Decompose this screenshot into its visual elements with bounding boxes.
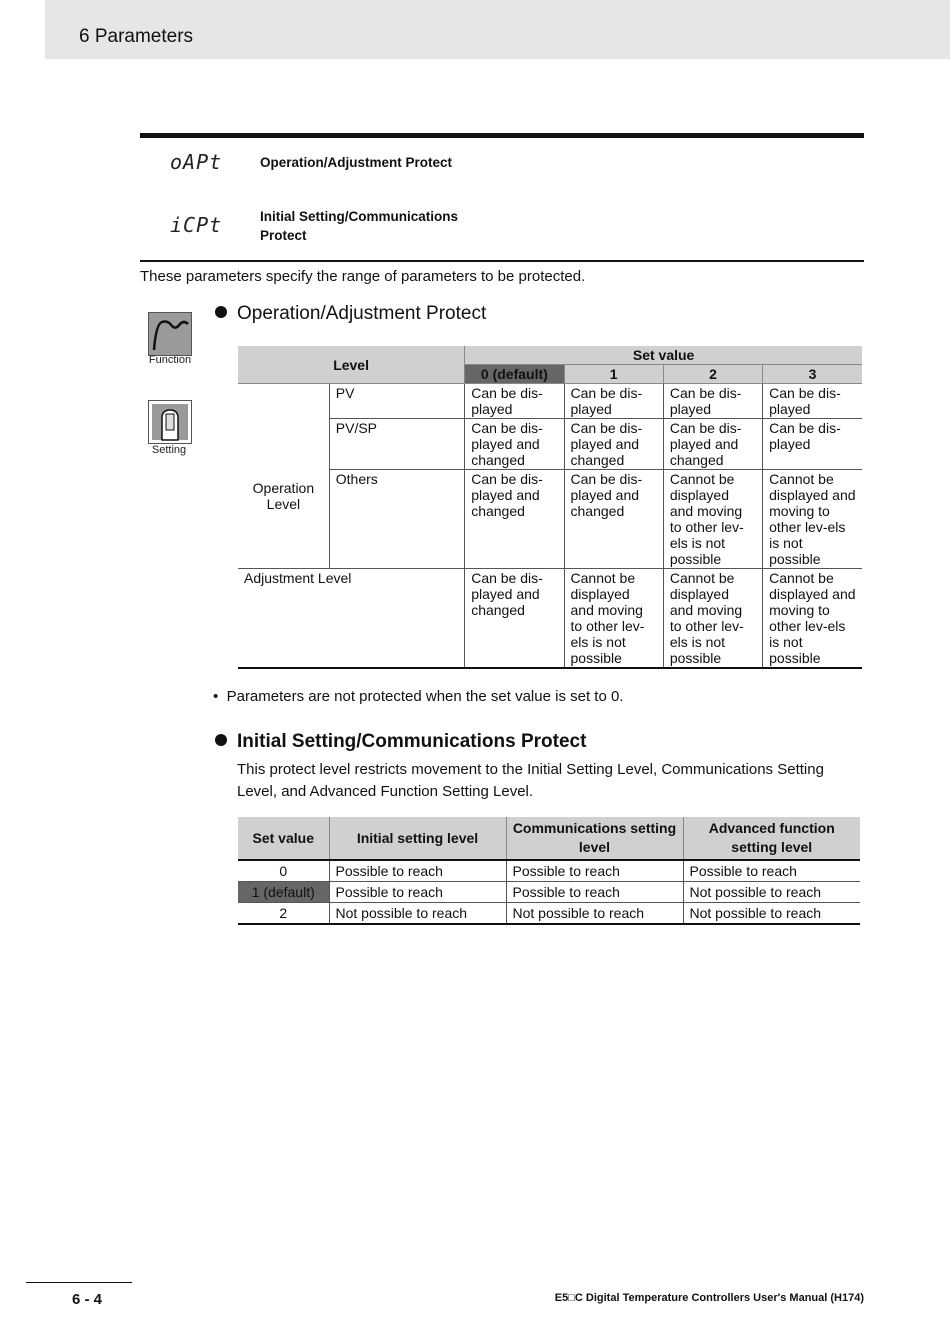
table-row bbox=[238, 882, 860, 903]
header-set-value: Set value bbox=[238, 817, 329, 860]
level-header: Level bbox=[238, 346, 465, 384]
table-cell: Not possible to reach bbox=[506, 903, 683, 925]
section-heading-text: Operation/Adjustment Protect bbox=[237, 303, 487, 324]
page-header bbox=[45, 0, 950, 59]
intro-text: These parameters specify the range of parameters to be protected. bbox=[140, 268, 586, 285]
setting-icon bbox=[148, 400, 192, 444]
table-cell: Can be dis-played and changed bbox=[564, 470, 663, 569]
table-cell-default: 1 (default) bbox=[238, 882, 329, 903]
manual-title: E5□C Digital Temperature Controllers User's Manual (H174) bbox=[554, 1292, 864, 1304]
table-cell: Possible to reach bbox=[506, 860, 683, 882]
table-row bbox=[238, 860, 860, 882]
sublevel-pv-sp: PV/SP bbox=[329, 419, 464, 470]
note-text: Parameters are not protected when the set value is set to 0. bbox=[226, 688, 624, 705]
table-cell: 2 bbox=[238, 903, 329, 925]
footer-rule bbox=[26, 1282, 132, 1283]
table-cell: Cannot be displayed and moving to other lev-els is not possible bbox=[564, 569, 663, 669]
operation-level-label: Operation Level bbox=[252, 479, 315, 512]
header-communications-setting-level: Communications setting level bbox=[506, 817, 683, 860]
note-bullet bbox=[213, 688, 623, 705]
param-name-operation-adjustment-protect: Operation/Adjustment Protect bbox=[260, 155, 453, 170]
sublevel-others: Others bbox=[329, 470, 464, 569]
col-header-0: 0 (default) bbox=[465, 365, 564, 384]
table-cell: Not possible to reach bbox=[683, 903, 860, 925]
bullet-icon: • bbox=[213, 688, 227, 705]
initial-setting-comm-protect-table bbox=[238, 817, 860, 925]
table-cell: Not possible to reach bbox=[683, 882, 860, 903]
table-cell: Can be dis-played and changed bbox=[465, 569, 564, 669]
param-code-icpt: iCPt bbox=[170, 213, 223, 237]
setting-label: Setting bbox=[151, 444, 187, 456]
table-cell: Cannot be displayed and moving to other lev-els is not possible bbox=[763, 470, 862, 569]
sublevel-pv: PV bbox=[329, 384, 464, 419]
header-advanced-function-setting-level: Advanced function setting level bbox=[683, 817, 860, 860]
adjustment-level-label: Adjustment Level bbox=[238, 569, 465, 669]
table-cell: Cannot be displayed and moving to other lev-els is not possible bbox=[763, 569, 862, 669]
section-heading-initial-setting-comm bbox=[215, 731, 586, 753]
table-cell: Possible to reach bbox=[329, 882, 506, 903]
col-header-3: 3 bbox=[763, 365, 862, 384]
bullet-dot-icon bbox=[215, 734, 227, 746]
param-code-oapt: oAPt bbox=[170, 150, 223, 174]
table-cell: Can be dis-played bbox=[564, 384, 663, 419]
section-top-rule bbox=[140, 133, 864, 138]
table-cell: Cannot be displayed and moving to other lev-els is not possible bbox=[663, 569, 762, 669]
table-cell: Possible to reach bbox=[506, 882, 683, 903]
set-value-header: Set value bbox=[465, 346, 862, 365]
table-cell: Can be dis-played bbox=[763, 384, 862, 419]
table-cell: Possible to reach bbox=[329, 860, 506, 882]
section2-description: This protect level restricts movement to the Initial Setting Level, Communications Setting Level, and Advanced Function Setting Level. bbox=[237, 761, 824, 800]
function-label: Function bbox=[148, 354, 192, 366]
table-cell: Can be dis-played bbox=[763, 419, 862, 470]
section-heading-text: Initial Setting/Communications Protect bbox=[237, 731, 587, 752]
table-cell: Possible to reach bbox=[683, 860, 860, 882]
table-cell: Can be dis-played and changed bbox=[465, 419, 564, 470]
table-cell: Can be dis-played bbox=[663, 384, 762, 419]
operation-adjustment-protect-table bbox=[238, 346, 862, 669]
section-divider bbox=[140, 260, 864, 262]
page-number: 6 - 4 bbox=[72, 1291, 103, 1308]
table-cell: 0 bbox=[238, 860, 329, 882]
table-cell: Can be dis-played bbox=[465, 384, 564, 419]
table-cell: Can be dis-played and changed bbox=[663, 419, 762, 470]
section-heading-operation-adjustment bbox=[215, 303, 486, 325]
param-name-initial-setting-comm-protect: Initial Setting/Communications Protect bbox=[260, 209, 459, 243]
table-cell: Cannot be displayed and moving to other lev-els is not possible bbox=[663, 470, 762, 569]
function-icon bbox=[148, 312, 192, 356]
table-cell: Can be dis-played and changed bbox=[465, 470, 564, 569]
chapter-title: 6 Parameters bbox=[79, 26, 194, 47]
col-header-2: 2 bbox=[663, 365, 762, 384]
col-header-1: 1 bbox=[564, 365, 663, 384]
table-cell: Not possible to reach bbox=[329, 903, 506, 925]
table-cell: Can be dis-played and changed bbox=[564, 419, 663, 470]
header-initial-setting-level: Initial setting level bbox=[329, 817, 506, 860]
bullet-dot-icon bbox=[215, 306, 227, 318]
table-row bbox=[238, 903, 860, 925]
